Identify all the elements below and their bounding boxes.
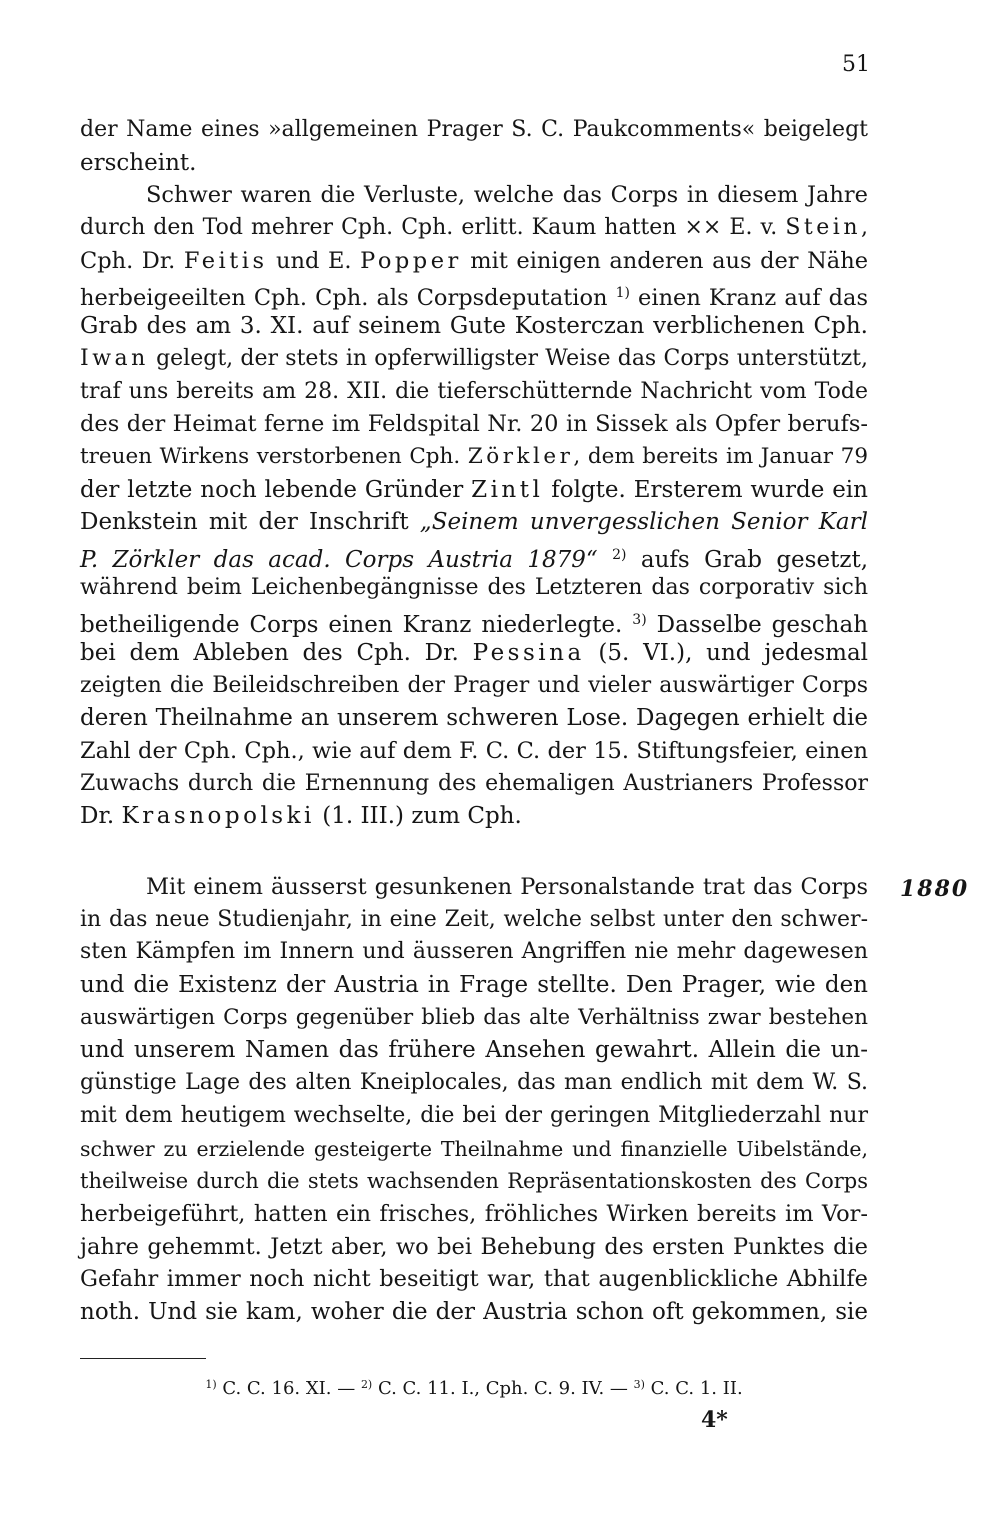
name-krasnopolski: Krasnopolski <box>121 803 315 830</box>
signature-mark: 4* <box>701 1407 728 1433</box>
text-line: P. Zörkler das acad. Corps Austria 1879“ $^{2)}$ aufs Grab gesetzt, <box>80 546 869 573</box>
text-line: jahre gehemmt. Jetzt aber, wo bei Behebung des ersten Punktes die <box>80 1233 868 1260</box>
paragraph-2 <box>80 871 868 1329</box>
name-zoerkler: Zörkler <box>467 443 574 469</box>
text-line: und unserem Namen das frühere Ansehen gewahrt. Allein die un- <box>80 1037 868 1064</box>
text-line: theilweise durch die stets wachsenden Repräsentationskosten des Corps <box>80 1169 868 1194</box>
text-line: während beim Leichenbegängnisse des Letzteren das corporativ sich <box>80 574 868 600</box>
footnote-marker-2: 2) <box>360 1378 373 1391</box>
text-line: Zuwachs durch die Ernennung des ehemaligen Austrianers Professor <box>80 770 868 796</box>
text-line: herbeigeeilten Cph. Cph. als Corpsdeputation $^{1)}$ einen Kranz auf das <box>80 285 868 312</box>
footnotes <box>80 1378 868 1399</box>
text-line: und die Existenz der Austria in Frage stellte. Den Prager, wie den <box>80 972 868 999</box>
footnote-1: C. C. 16. XI. — <box>216 1378 361 1399</box>
inscription-text: „Seinem unvergesslichen Senior Karl <box>419 509 868 536</box>
footnote-2: C. C. 11. I., Cph. C. 9. IV. — <box>372 1378 634 1399</box>
text-line: Dr. Krasnopolski (1. III.) zum Cph. <box>80 803 522 830</box>
text-line: schwer zu erzielende gesteigerte Theilnahme und finanzielle Uibelstände, <box>80 1136 868 1161</box>
text-line: treuen Wirkens verstorbenen Cph. Zörkler, dem bereits im Januar 79 <box>80 443 868 469</box>
text-line: deren Theilnahme an unserem schweren Lose. Dagegen erhielt die <box>80 705 868 732</box>
text-line: herbeigeführt, hatten ein frisches, fröhliches Wirken bereits im Vor- <box>80 1200 868 1227</box>
text-line: der letzte noch lebende Gründer Zintl folgte. Ersterem wurde ein <box>80 476 868 503</box>
text-line: Grab des am 3. XI. auf seinem Gute Kosterczan verblichenen Cph. <box>80 313 868 340</box>
margin-year-note: 1880 <box>900 876 970 902</box>
name-pessina: Pessina <box>472 640 585 666</box>
name-feitis: Feitis <box>183 247 268 274</box>
text-line: der Name eines »allgemeinen Prager S. C. Paukcomments« beigelegt <box>80 117 868 142</box>
text-line: erscheint. <box>80 149 197 176</box>
text-line: durch den Tod mehrer Cph. Cph. erlitt. Kaum hatten ×× E. v. Stein, <box>80 215 868 241</box>
footnote-ref-2: 2) <box>612 546 627 563</box>
text-line: des der Heimat ferne im Feldspital Nr. 20 in Sissek als Opfer berufs- <box>80 411 868 438</box>
inscription-text: P. Zörkler das acad. Corps Austria 1879“ <box>80 546 598 573</box>
text-line: traf uns bereits am 28. XII. die tieferschütternde Nachricht vom Tode <box>80 378 868 404</box>
footnote-marker-1: 1) <box>205 1378 217 1391</box>
name-popper: Popper <box>360 247 462 274</box>
text-line: sten Kämpfen im Innern und äusseren Angriffen nie mehr dagewesen <box>80 939 868 965</box>
footnote-3: C. C. 1. II. <box>644 1378 743 1399</box>
text-line: Zahl der Cph. Cph., wie auf dem F. C. C. der 15. Stiftungsfeier, einen <box>80 738 868 765</box>
text-line: zeigten die Beileidschreiben der Prager und vieler auswärtiger Corps <box>80 672 868 698</box>
name-zintl: Zintl <box>471 476 544 503</box>
text-line: noth. Und sie kam, woher die der Austria schon oft gekommen, sie <box>80 1298 868 1325</box>
text-line: auswärtigen Corps gegenüber blieb das alte Verhältniss zwar bestehen <box>80 1004 868 1030</box>
footnote-ref-3: 3) <box>632 612 647 629</box>
name-stein: Stein <box>785 215 861 241</box>
footnote-divider <box>80 1358 206 1359</box>
text-line: Cph. Dr. Feitis und E. Popper mit einigen anderen aus der Nähe <box>80 247 869 274</box>
text-line: mit dem heutigem wechselte, die bei der geringen Mitgliederzahl nur <box>80 1102 868 1128</box>
text-line: Iwan gelegt, der stets in opferwilligster Weise das Corps unterstützt, <box>80 345 868 371</box>
text-line: bei dem Ableben des Cph. Dr. Pessina (5. VI.), und jedesmal <box>80 640 869 666</box>
text-line: Schwer waren die Verluste, welche das Corps in diesem Jahre <box>146 182 868 209</box>
text-line: Mit einem äusserst gesunkenen Personalstande trat das Corps <box>146 874 868 900</box>
footnote-marker-3: 3) <box>633 1378 645 1391</box>
text-line: Denkstein mit der Inschrift „Seinem unvergesslichen Senior Karl <box>80 509 868 536</box>
name-iwan: Iwan <box>80 345 149 371</box>
page-number: 51 <box>842 52 870 77</box>
text-line: in das neue Studienjahr, in eine Zeit, welche selbst unter den schwer- <box>80 906 868 932</box>
paragraph-1 <box>80 114 868 833</box>
text-line: betheiligende Corps einen Kranz niederlegte. $^{3)}$ Dasselbe geschah <box>80 612 869 639</box>
text-line: Gefahr immer noch nicht beseitigt war, that augenblickliche Abhilfe <box>80 1266 868 1293</box>
footnote-ref-1: 1) <box>615 285 630 302</box>
text-line: günstige Lage des alten Kneiplocales, das man endlich mit dem W. S. <box>80 1070 868 1096</box>
